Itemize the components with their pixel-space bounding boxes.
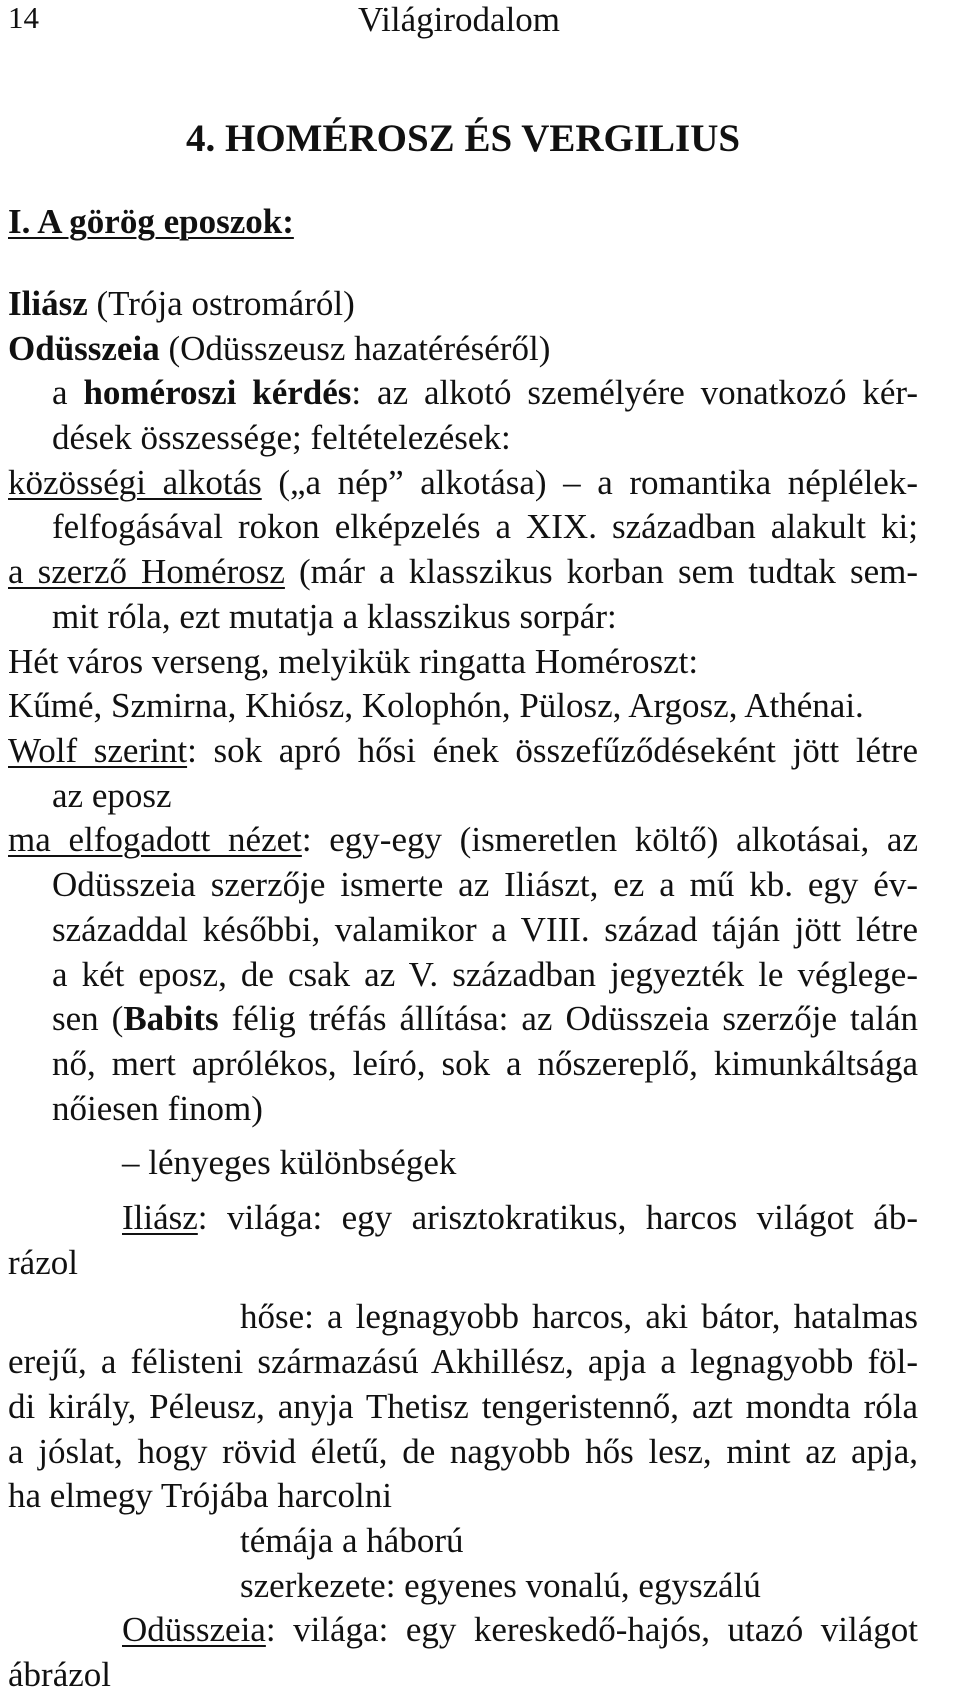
term-wolf-szerint: Wolf szerint — [8, 731, 188, 770]
text-line: rázol — [8, 1243, 78, 1282]
chapter-title: 4. HOMÉROSZ ÉS VERGILIUS — [186, 117, 741, 160]
text-line — [122, 1608, 918, 1652]
text-line: a jóslat, hogy rövid életű, de nagyobb hős lesz, mint az apja, — [8, 1432, 918, 1471]
verse-line: Kűmé, Szmirna, Khiósz, Kolophón, Pülosz, Argosz, Athénai. — [8, 686, 864, 725]
text-line — [8, 550, 918, 594]
term-iliasz: Iliász — [8, 284, 88, 323]
text-line — [122, 1196, 918, 1240]
text-run: félig tréfás állítása: az Odüsszeia szerzője talán — [218, 999, 919, 1038]
text-line: ábrázol — [8, 1655, 111, 1694]
text-line: erejű, a félisteni származású Akhillész, apja a legnagyobb föl- — [8, 1342, 918, 1381]
text-line — [8, 282, 355, 326]
text-run: : világa: egy kereskedő-hajós, utazó világot — [265, 1610, 918, 1649]
text-line — [8, 818, 918, 862]
text-line: ha elmegy Trójába harcolni — [8, 1476, 392, 1515]
term-iliasz-underlined: Iliász — [122, 1198, 198, 1237]
term-odusszeia: Odüsszeia — [8, 329, 160, 368]
text-line — [8, 729, 918, 773]
term-kozossegi-alkotas: közösségi alkotás — [8, 463, 262, 502]
text-run: a — [52, 373, 84, 412]
text-run: (Trója ostromáról) — [87, 284, 355, 323]
text-line — [52, 371, 918, 415]
text-line: di király, Péleusz, anyja Thetisz tengeristennő, azt mondta róla — [8, 1387, 918, 1426]
text-line: szerkezete: egyenes vonalú, egyszálú — [240, 1566, 761, 1605]
text-line: témája a háború — [240, 1521, 464, 1560]
text-line: nő, mert aprólékos, leíró, sok a nőszereplő, kimunkáltsága — [52, 1044, 918, 1083]
text-line: századdal későbbi, valamikor a VIII. század táján jött létre — [52, 910, 918, 949]
page-number: 14 — [8, 0, 39, 35]
text-run: (már a klasszikus korban sem tudtak sem- — [284, 552, 918, 591]
term-a-szerzo-homerosz: a szerző Homérosz — [8, 552, 285, 591]
text-run: : egy-egy (ismeretlen költő) alkotásai, az — [301, 820, 918, 859]
text-line: felfogásával rokon elképzelés a XIX. században alakult ki; — [52, 507, 918, 546]
text-run: : az alkotó személyére vonatkozó kér- — [351, 373, 918, 412]
text-line: az eposz — [52, 776, 172, 815]
term-babits: Babits — [123, 999, 219, 1038]
text-run: sen ( — [52, 999, 124, 1038]
text-line: hőse: a legnagyobb harcos, aki bátor, hatalmas — [240, 1297, 918, 1336]
text-run: : sok apró hősi ének összefűződéseként jött létre — [187, 731, 918, 770]
verse-line: Hét város verseng, melyikük ringatta Homéroszt: — [8, 642, 699, 681]
text-line: – lényeges különbségek — [122, 1143, 457, 1182]
text-run: (Odüsszeusz hazatéréséről) — [159, 329, 551, 368]
text-line — [8, 327, 550, 371]
section-heading-text: I. A görög eposzok: — [8, 202, 294, 241]
text-line: mit róla, ezt mutatja a klasszikus sorpár: — [52, 597, 617, 636]
text-line: Odüsszeia szerzője ismerte az Iliászt, ez a mű kb. egy év- — [52, 865, 918, 904]
text-line — [8, 461, 918, 505]
text-run: („a nép” alkotása) – a romantika néplélek- — [261, 463, 918, 502]
term-odusszeia-underlined: Odüsszeia — [122, 1610, 266, 1649]
text-line: nőiesen finom) — [52, 1089, 263, 1128]
text-line — [52, 997, 918, 1041]
text-run: : világa: egy arisztokratikus, harcos világot áb- — [197, 1198, 918, 1237]
term-homeroszi-kerdes: homéroszi kérdés — [83, 373, 352, 412]
running-header: Világirodalom — [358, 0, 561, 39]
term-ma-elfogadott-nezet: ma elfogadott nézet — [8, 820, 302, 859]
text-line: a két eposz, de csak az V. században jegyezték le véglege- — [52, 955, 918, 994]
text-line: dések összessége; feltételezések: — [52, 418, 511, 457]
section-heading — [8, 200, 294, 244]
